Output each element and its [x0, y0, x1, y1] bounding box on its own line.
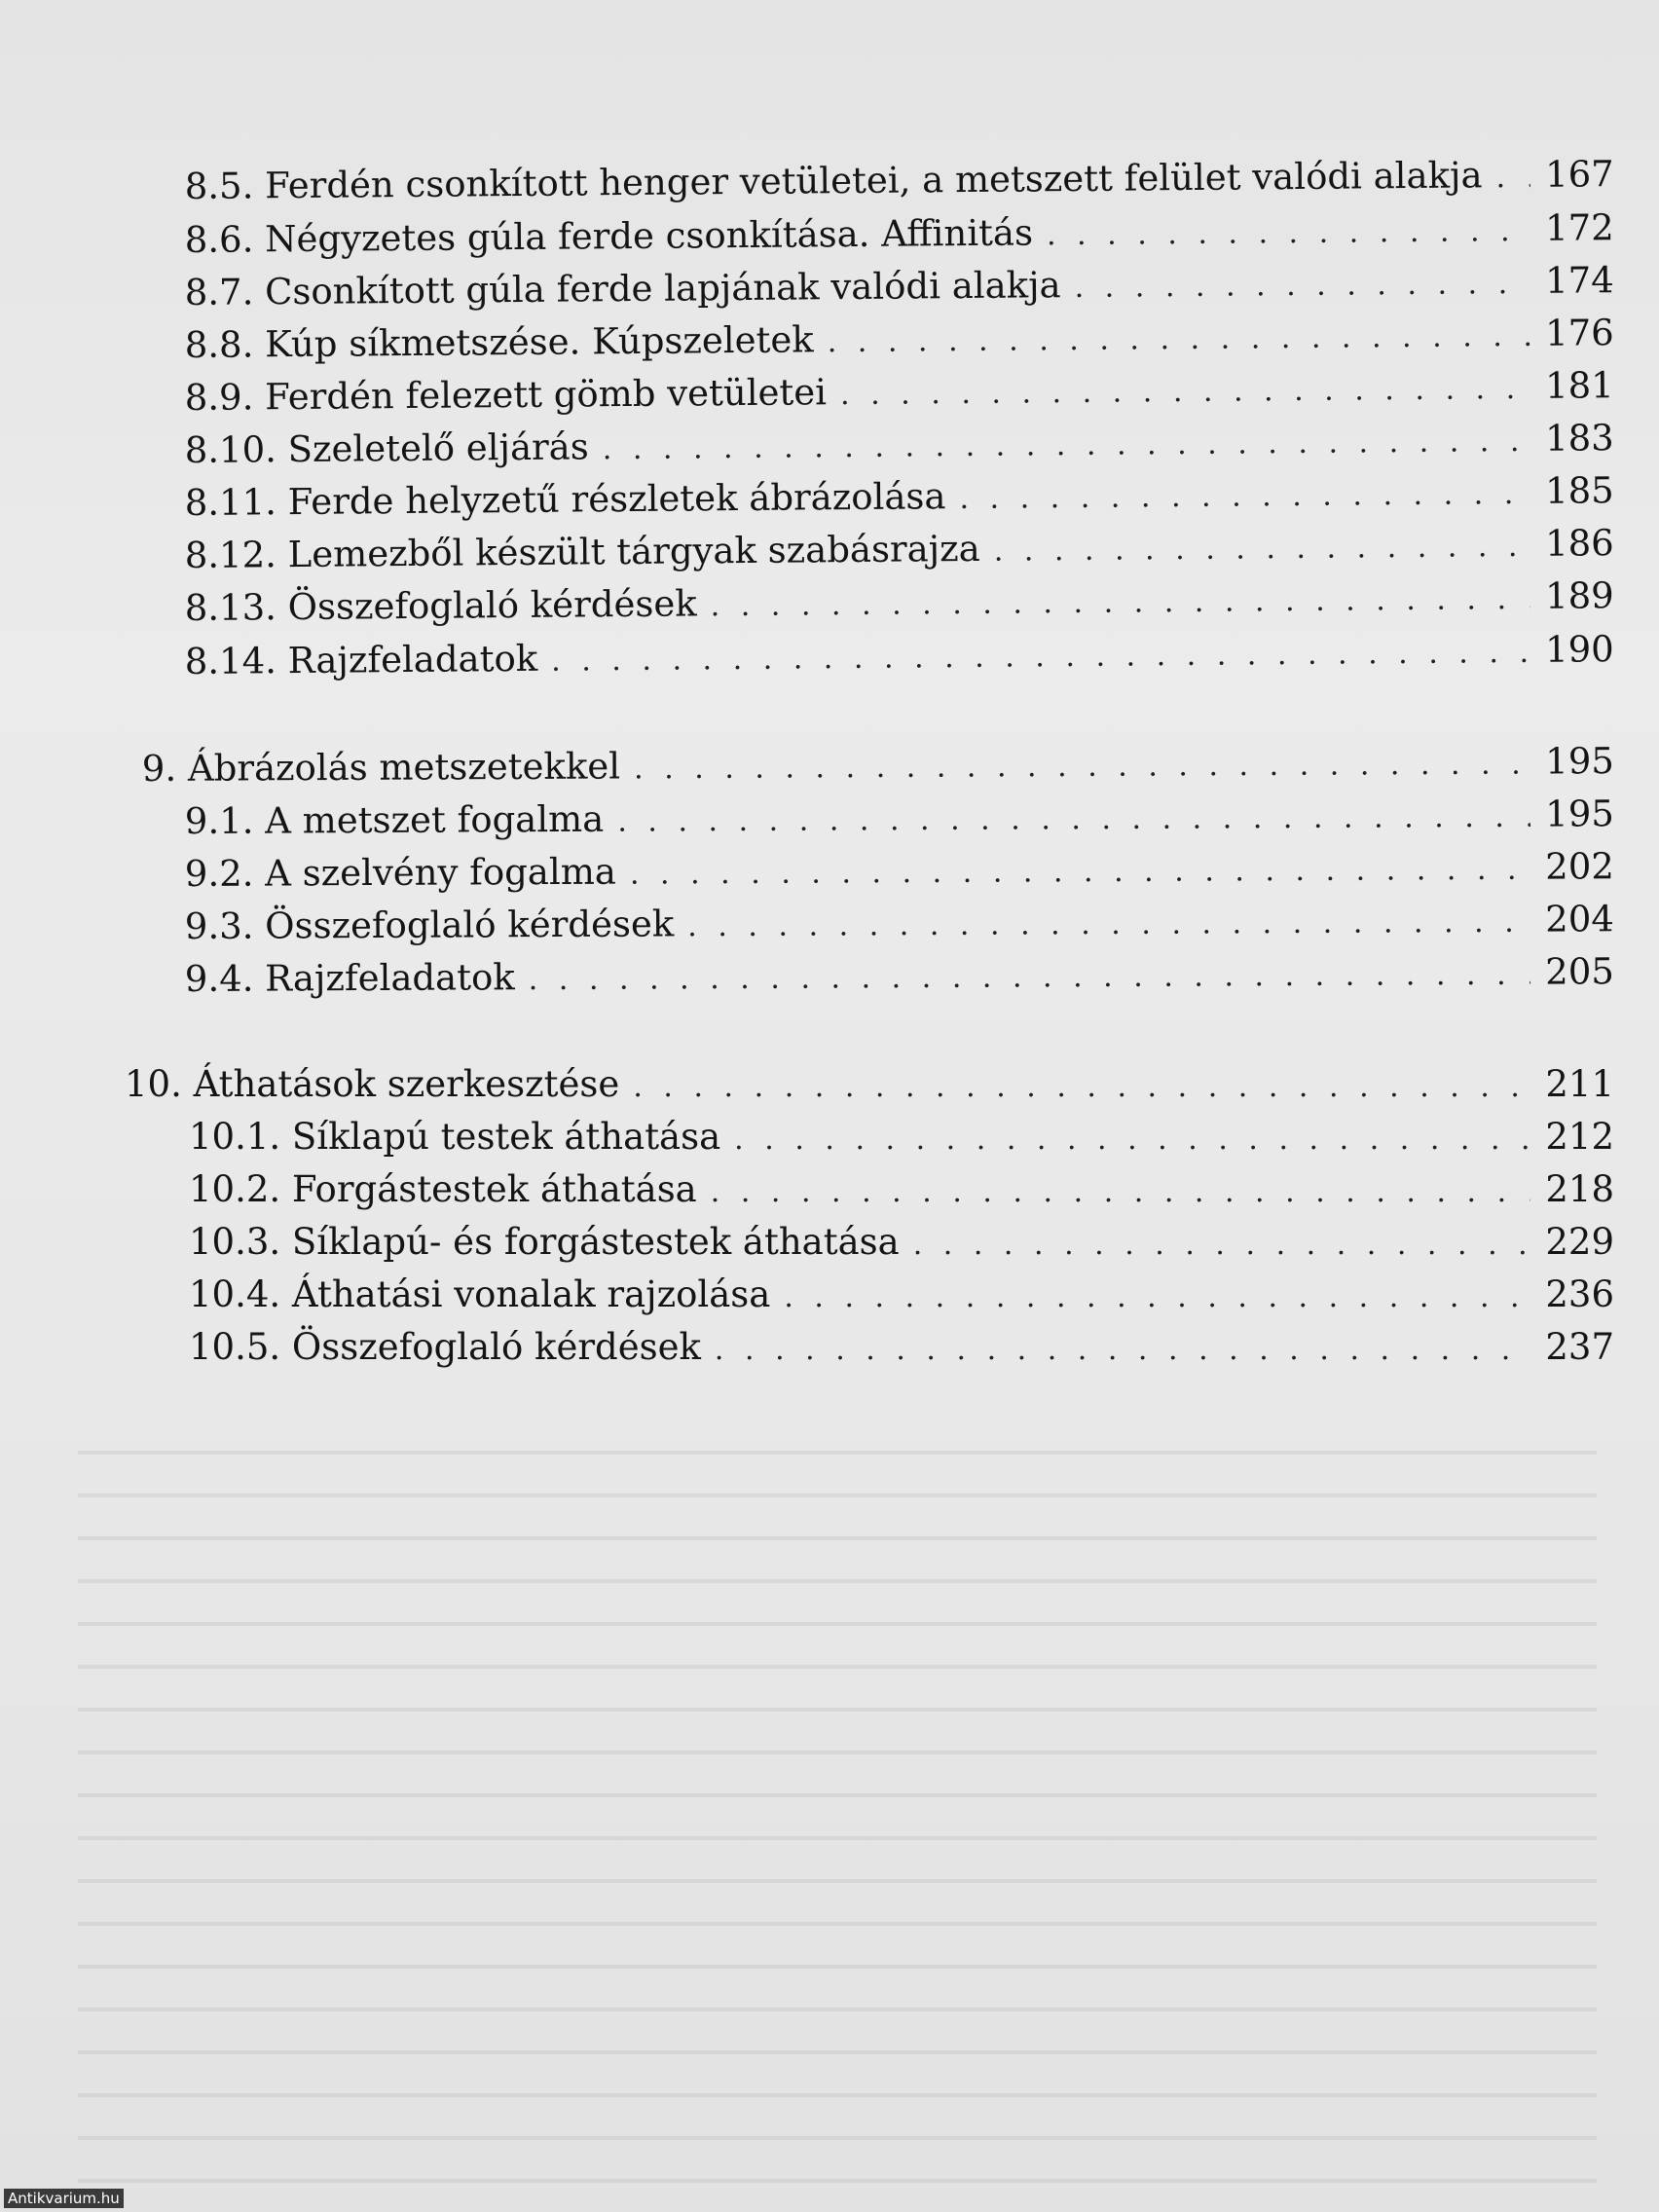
toc-entry-page: 202: [1545, 845, 1614, 888]
toc-entry-title: 8.12. Lemezből készült tárgyak szabásrajza: [184, 527, 980, 577]
toc-entry-page: 172: [1544, 206, 1614, 249]
toc-entry-page: 229: [1545, 1221, 1614, 1263]
dot-leader: [711, 1169, 1530, 1216]
toc-entry-title: 9.1. A metszet fogalma: [184, 797, 605, 843]
dot-leader: [994, 524, 1530, 575]
toc-entry-page: 205: [1545, 950, 1614, 993]
toc-chapter: [142, 738, 1614, 795]
toc-entry: [185, 204, 1614, 267]
toc-entry: [189, 1114, 1614, 1163]
toc-entry: [189, 1219, 1614, 1269]
toc-entry-title: 10.1. Síklapú testek áthatása: [189, 1116, 721, 1158]
dot-leader: [529, 952, 1530, 1004]
toc-entry-title: 8.11. Ferde helyzetű részletek ábrázolása: [184, 475, 946, 525]
dot-leader: [959, 471, 1530, 523]
toc-entry-title: 8.7. Csonkított gúla ferde lapjának valódi alakja: [184, 264, 1061, 314]
toc-entry-page: 174: [1544, 259, 1614, 302]
toc-entry: [185, 415, 1614, 477]
dot-leader: [710, 576, 1530, 630]
toc-entry-page: 195: [1545, 740, 1614, 783]
dot-leader: [617, 794, 1530, 846]
toc-entry: [185, 362, 1614, 424]
toc-entry-page: 237: [1545, 1326, 1614, 1368]
watermark: Antikvarium.hu: [4, 2189, 124, 2208]
dot-leader: [687, 900, 1530, 951]
toc-entry: [189, 1324, 1614, 1374]
toc-entry-title: 9. Ábrázolás metszetekkel: [141, 745, 621, 791]
toc-entry: [185, 310, 1614, 372]
toc-entry-title: 10.4. Áthatási vonalak rajzolása: [189, 1273, 771, 1315]
dot-leader: [1074, 261, 1530, 312]
dot-leader: [734, 1117, 1530, 1163]
toc-entry-title: 9.2. A szelvény fogalma: [184, 850, 617, 896]
toc-entry-page: 167: [1544, 153, 1614, 196]
toc-entry: [185, 843, 1614, 901]
toc-entry: [185, 572, 1614, 635]
toc-entry-title: 8.10. Szeletelő eljárás: [184, 425, 589, 472]
toc-entry: [185, 257, 1614, 319]
dot-leader: [634, 742, 1530, 793]
toc-entry-title: 8.8. Kúp síkmetszése. Kúpszeletek: [184, 318, 814, 367]
dot-leader: [603, 419, 1530, 473]
toc-entry-title: 10. Áthatások szerkesztése: [125, 1063, 620, 1105]
toc-entry: [185, 948, 1614, 1006]
toc-entry-page: 189: [1544, 574, 1614, 617]
dot-leader: [828, 313, 1530, 366]
toc-entry-title: 10.3. Síklapú- és forgástestek áthatása: [189, 1221, 900, 1263]
dot-leader: [551, 630, 1530, 685]
toc-entry-title: 8.5. Ferdén csonkított henger vetületei, a metszett felület valódi alakja: [184, 154, 1483, 208]
toc-entry-page: 190: [1544, 628, 1614, 671]
toc-entry-title: 8.14. Rajzfeladatok: [184, 637, 538, 683]
toc-entry: [185, 626, 1614, 688]
bleed-through-text: [78, 1412, 1597, 2191]
toc-entry: [185, 896, 1614, 953]
toc-entry-page: 195: [1545, 793, 1614, 835]
toc-entry-page: 183: [1544, 417, 1614, 460]
toc-entry-page: 204: [1545, 898, 1614, 940]
toc-entry-title: 9.3. Összefoglaló kérdések: [184, 903, 675, 948]
toc-entry-title: 9.4. Rajzfeladatok: [184, 956, 515, 1001]
dot-leader: [1047, 208, 1530, 259]
toc-entry-title: 10.2. Forgástestek áthatása: [189, 1168, 697, 1210]
toc-entry-page: 181: [1544, 364, 1614, 407]
toc-entry-page: 211: [1545, 1063, 1614, 1105]
toc-entry-page: 212: [1545, 1116, 1614, 1158]
dot-leader: [715, 1327, 1530, 1374]
toc-entry-page: 236: [1545, 1273, 1614, 1315]
dot-leader: [913, 1222, 1530, 1269]
toc-entry-page: 185: [1544, 469, 1614, 512]
dot-leader: [633, 1064, 1530, 1111]
toc-entry-title: 8.13. Összefoglaló kérdések: [184, 582, 697, 630]
toc-entry-page: 218: [1545, 1168, 1614, 1210]
toc-entry-title: 8.6. Négyzetes gúla ferde csonkítása. Affinitás: [184, 211, 1034, 262]
dot-leader: [784, 1274, 1530, 1321]
toc-chapter: [125, 1061, 1614, 1111]
toc-entry: [189, 1166, 1614, 1216]
toc-entry-title: 8.9. Ferdén felezett gömb vetületei: [184, 371, 828, 420]
dot-leader: [840, 366, 1530, 419]
toc-entry-page: 176: [1544, 312, 1614, 354]
toc-entry: [189, 1272, 1614, 1321]
toc-entry-page: 186: [1544, 522, 1614, 565]
dot-leader: [630, 847, 1530, 899]
toc-entry: [185, 151, 1614, 213]
toc-entry-title: 10.5. Összefoglaló kérdések: [189, 1326, 701, 1368]
toc-entry: [185, 520, 1614, 582]
toc-entry: [185, 467, 1614, 530]
toc-entry: [185, 791, 1614, 848]
dot-leader: [1495, 155, 1530, 202]
